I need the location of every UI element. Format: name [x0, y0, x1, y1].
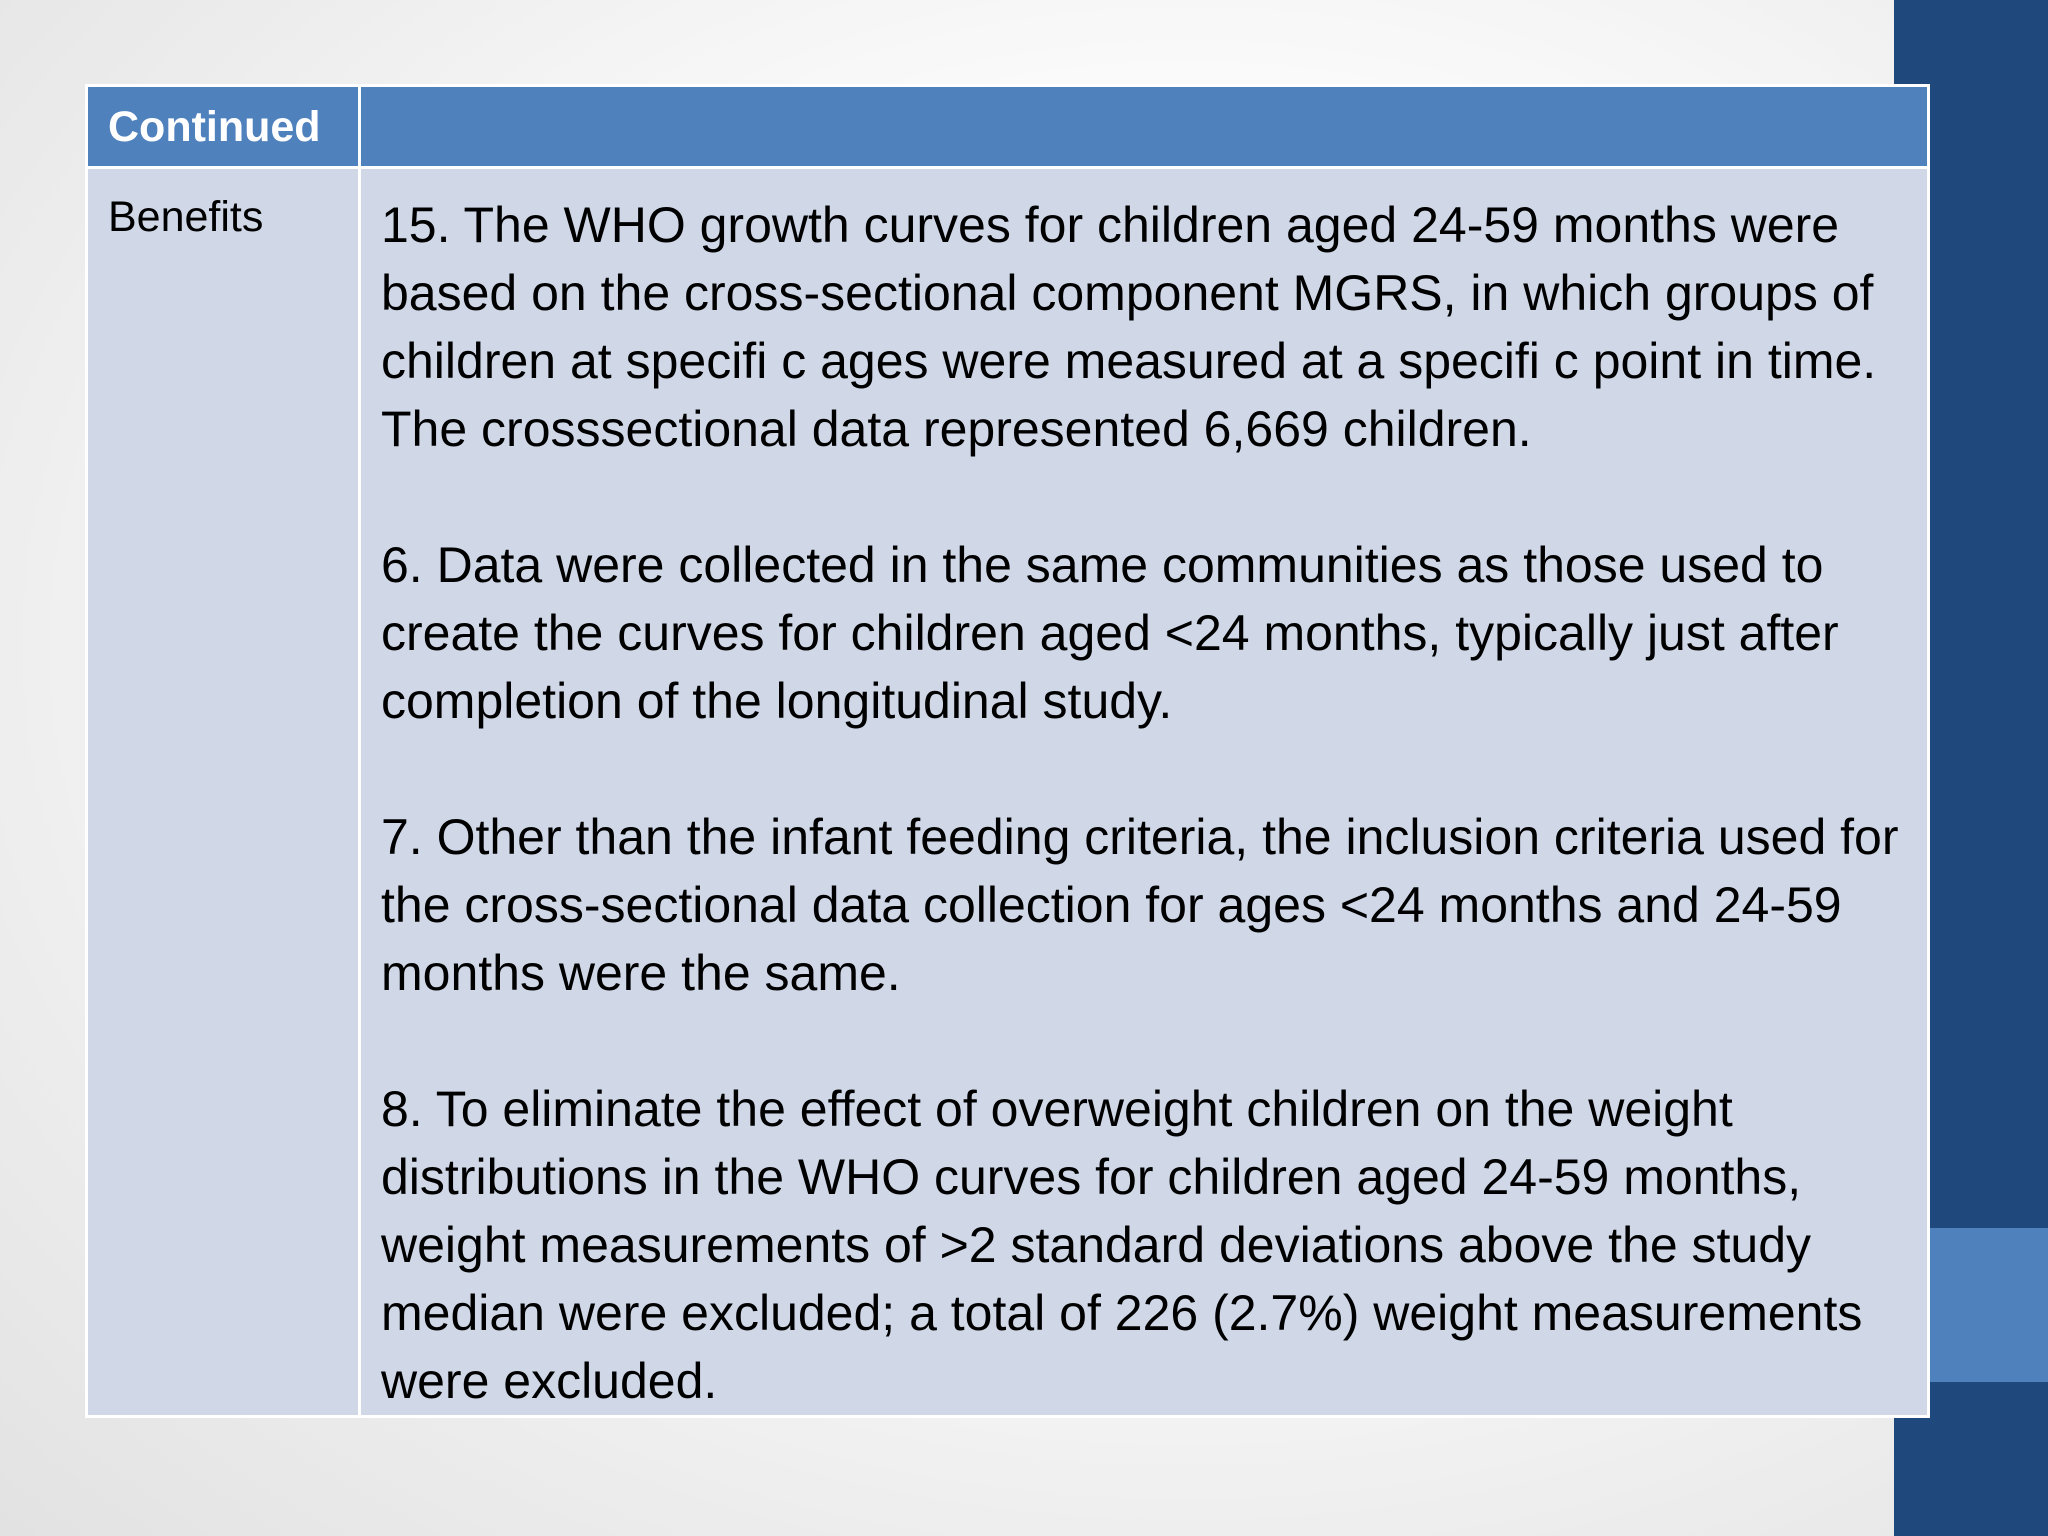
table-body-row [87, 168, 1929, 1417]
paragraph-7: 7. Other than the infant feeding criteria, the inclusion criteria used for the cross-sectional data collection for ages <24 months and 24-59 months were the same. [381, 809, 1899, 1001]
content-table [85, 84, 1930, 1418]
table-header-row [87, 86, 1929, 168]
paragraph-6: 6. Data were collected in the same communities as those used to create the curves for children aged <24 months, typically just after completion of the longitudinal study. [381, 537, 1839, 729]
header-cell-empty [360, 86, 1929, 168]
row-label-benefits: Benefits [87, 168, 360, 1417]
content-cell [360, 168, 1929, 1417]
header-cell-continued: Continued [87, 86, 360, 168]
paragraph-15: 15. The WHO growth curves for children aged 24-59 months were based on the cross-sectional component MGRS, in which groups of children at specifi c ages were measured at a specifi c point in time. The crosssectional data represented 6,669 children. [381, 197, 1877, 457]
paragraph-8: 8. To eliminate the effect of overweight children on the weight distributions in the WHO curves for children aged 24-59 months, weight measurements of >2 standard deviations above the study median were excluded; a total of 226 (2.7%) weight measurements were excluded. [381, 1081, 1863, 1409]
